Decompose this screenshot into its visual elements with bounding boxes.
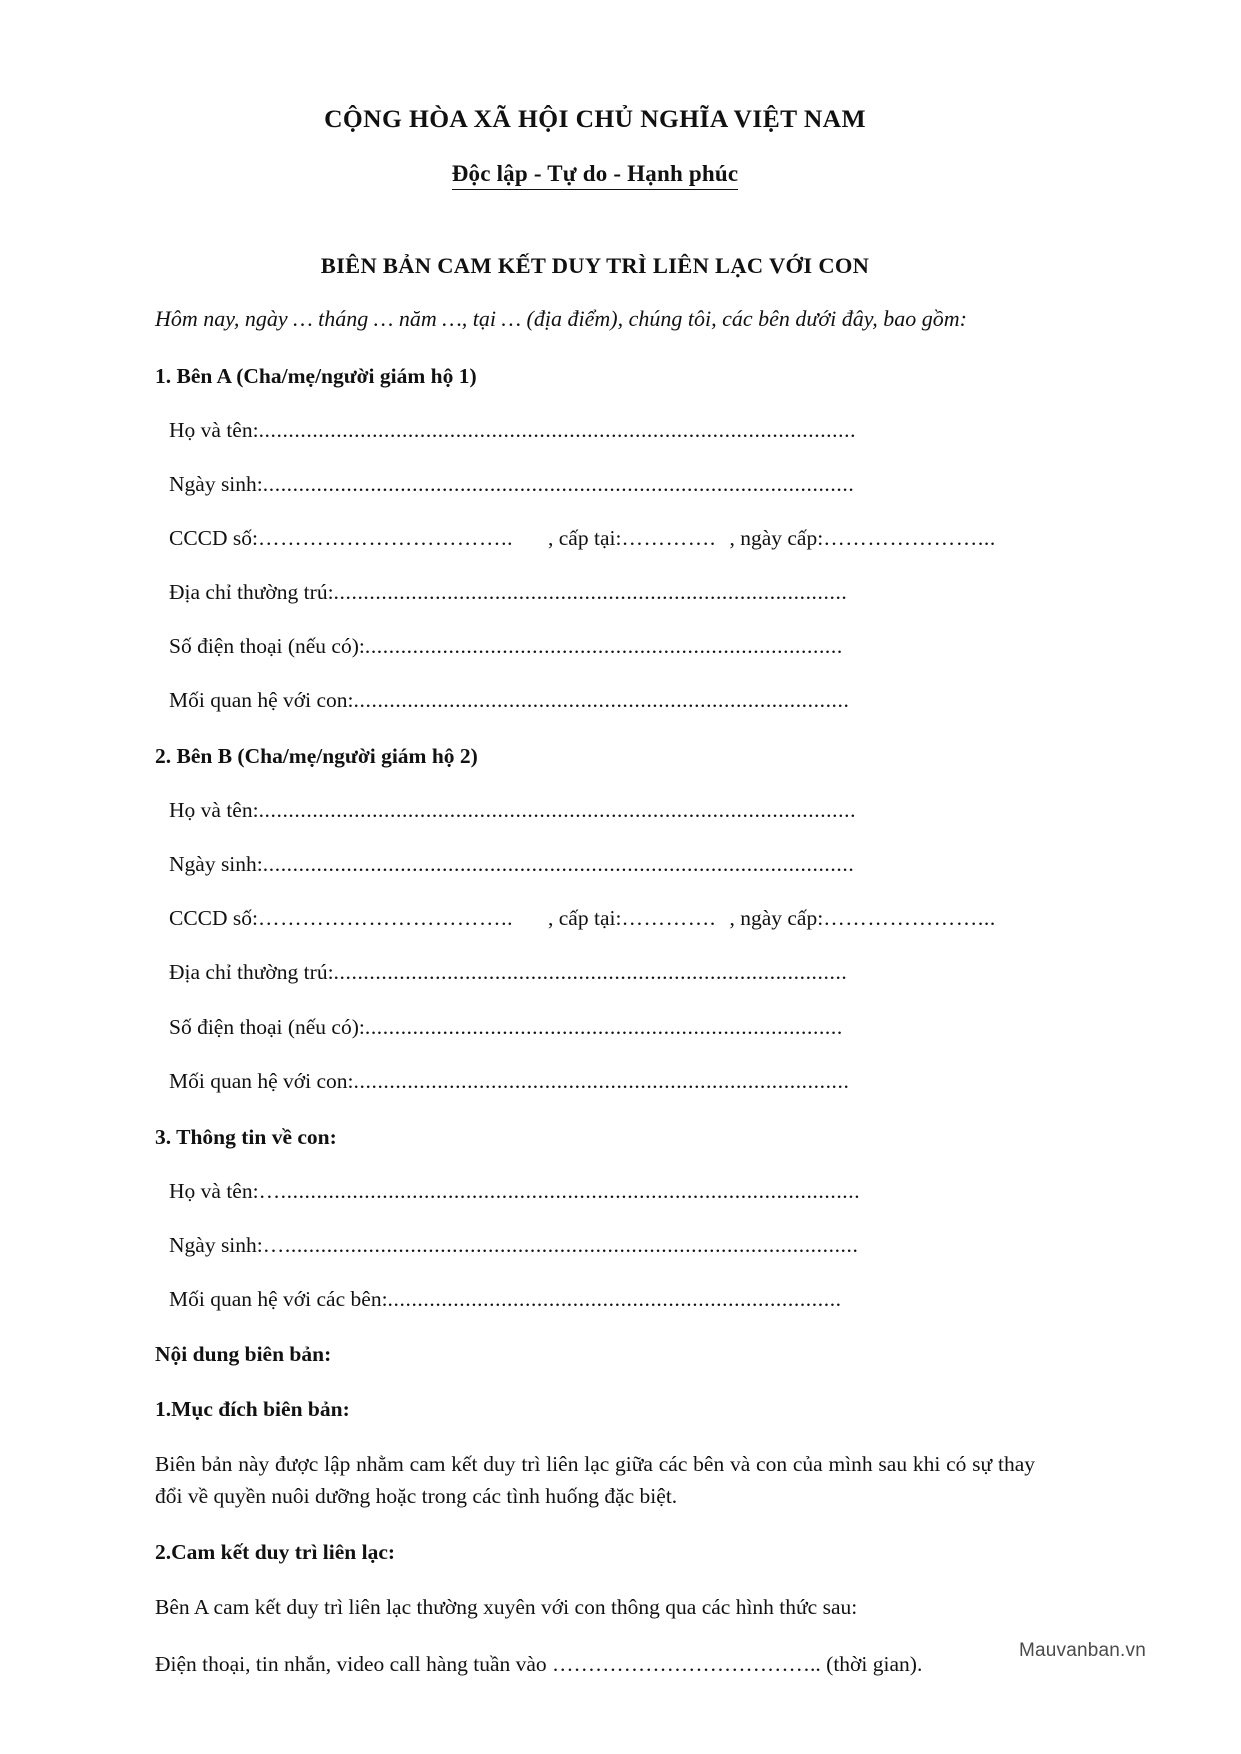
- field-dotted-leader[interactable]: ….................................................................................................: [258, 1178, 861, 1203]
- field-label: Địa chỉ thường trú:: [169, 580, 334, 605]
- field-dotted-leader-id[interactable]: ……………………………..: [258, 906, 514, 931]
- field-dotted-leader[interactable]: …................................................................................................: [262, 1232, 859, 1257]
- field-dotted-leader[interactable]: ....................................................................................................: [258, 798, 857, 823]
- field-row: [155, 578, 1035, 607]
- field-dotted-leader[interactable]: ......................................................................................: [333, 960, 848, 985]
- field-dotted-leader[interactable]: ...................................................................................: [353, 688, 850, 713]
- field-dotted-leader[interactable]: ...................................................................................: [353, 1068, 850, 1093]
- field-dotted-leader[interactable]: ...................................................................................................: [262, 852, 855, 877]
- field-dotted-leader[interactable]: ...................................................................................................: [262, 472, 855, 497]
- field-label: Ngày sinh:: [169, 472, 263, 497]
- field-row: [155, 1177, 1035, 1206]
- field-row: [155, 470, 1035, 499]
- document-header: [155, 104, 1035, 190]
- motto-wrapper: [155, 160, 1035, 191]
- field-row: [155, 1013, 1035, 1042]
- section-heading-party-a: 1. Bên A (Cha/mẹ/người giám hộ 1): [155, 364, 477, 389]
- field-row: [155, 632, 1035, 661]
- field-row: [155, 1067, 1035, 1096]
- field-label: Ngày sinh:: [169, 1232, 263, 1257]
- field-dotted-leader-place[interactable]: ………….: [621, 906, 716, 931]
- field-row: [155, 1285, 1035, 1314]
- field-label-issued-place: , cấp tại:: [548, 526, 622, 551]
- field-row: [155, 850, 1035, 879]
- field-dotted-leader[interactable]: ............................................................................: [387, 1286, 842, 1311]
- contact-method-prefix: Điện thoại, tin nhắn, video call hàng tuần vào: [155, 1652, 553, 1677]
- field-label-issued-place: , cấp tại:: [548, 906, 622, 931]
- field-row: [155, 1231, 1035, 1260]
- section-heading-party-b: 2. Bên B (Cha/mẹ/người giám hộ 2): [155, 744, 478, 769]
- national-motto: Độc lập - Tự do - Hạnh phúc: [452, 160, 739, 191]
- field-label: Mối quan hệ với con:: [169, 688, 354, 713]
- contact-method-suffix: (thời gian).: [820, 1652, 923, 1677]
- contact-method-line: [155, 1648, 1035, 1680]
- document-content: [155, 104, 1035, 1681]
- field-label: Số điện thoại (nếu có):: [169, 634, 365, 659]
- field-row: [155, 686, 1035, 715]
- purpose-paragraph: Biên bản này được lập nhằm cam kết duy trì liên lạc giữa các bên và con của mình sau khi có sự thay đổi về quyền nuôi dưỡng hoặc trong các tình huống đặc biệt.: [155, 1451, 1035, 1508]
- field-dotted-leader-date[interactable]: …………………...: [823, 526, 996, 551]
- field-dotted-leader[interactable]: ......................................................................................: [333, 580, 848, 605]
- field-label: Số điện thoại (nếu có):: [169, 1014, 365, 1039]
- field-label: CCCD số:: [169, 906, 259, 931]
- subsection-heading-commitment: 2.Cam kết duy trì liên lạc:: [155, 1540, 396, 1565]
- field-label: Mối quan hệ với các bên:: [169, 1286, 388, 1311]
- field-dotted-leader[interactable]: ................................................................................: [364, 1014, 843, 1039]
- field-label: Họ và tên:: [169, 1178, 259, 1203]
- national-title: CỘNG HÒA XÃ HỘI CHỦ NGHĨA VIỆT NAM: [324, 104, 866, 133]
- field-dotted-leader-place[interactable]: ………….: [621, 526, 716, 551]
- field-dotted-leader[interactable]: ................................................................................: [364, 634, 843, 659]
- field-label-issued-date: , ngày cấp:: [729, 906, 824, 931]
- page-title: BIÊN BẢN CAM KẾT DUY TRÌ LIÊN LẠC VỚI CON: [320, 253, 870, 279]
- field-row: [155, 796, 1035, 825]
- intro-paragraph: Hôm nay, ngày … tháng … năm …, tại … (địa điểm), chúng tôi, các bên dưới đây, bao gồm:: [155, 306, 967, 332]
- field-row-id-number: [155, 904, 1035, 933]
- field-row-id-number: [155, 524, 1035, 553]
- field-label: Ngày sinh:: [169, 852, 263, 877]
- field-label: Họ và tên:: [169, 418, 259, 443]
- site-watermark: Mauvanban.vn: [1018, 1640, 1146, 1661]
- field-label: CCCD số:: [169, 526, 259, 551]
- field-label-issued-date: , ngày cấp:: [729, 526, 824, 551]
- section-heading-content: Nội dung biên bản:: [155, 1341, 332, 1366]
- field-dotted-leader-id[interactable]: ……………………………..: [258, 526, 514, 551]
- field-row: [155, 416, 1035, 445]
- commitment-paragraph: Bên A cam kết duy trì liên lạc thường xuyên với con thông qua các hình thức sau:: [155, 1595, 858, 1620]
- subsection-heading-purpose: 1.Mục đích biên bản:: [155, 1396, 350, 1421]
- field-dotted-leader[interactable]: ....................................................................................................: [258, 418, 857, 443]
- field-row: [155, 958, 1035, 987]
- section-heading-child-info: 3. Thông tin về con:: [155, 1124, 337, 1149]
- field-label: Địa chỉ thường trú:: [169, 960, 334, 985]
- contact-method-dotted-leader[interactable]: ………………………………..: [552, 1652, 821, 1677]
- field-label: Mối quan hệ với con:: [169, 1068, 354, 1093]
- field-label: Họ và tên:: [169, 798, 259, 823]
- field-dotted-leader-date[interactable]: …………………...: [823, 906, 996, 931]
